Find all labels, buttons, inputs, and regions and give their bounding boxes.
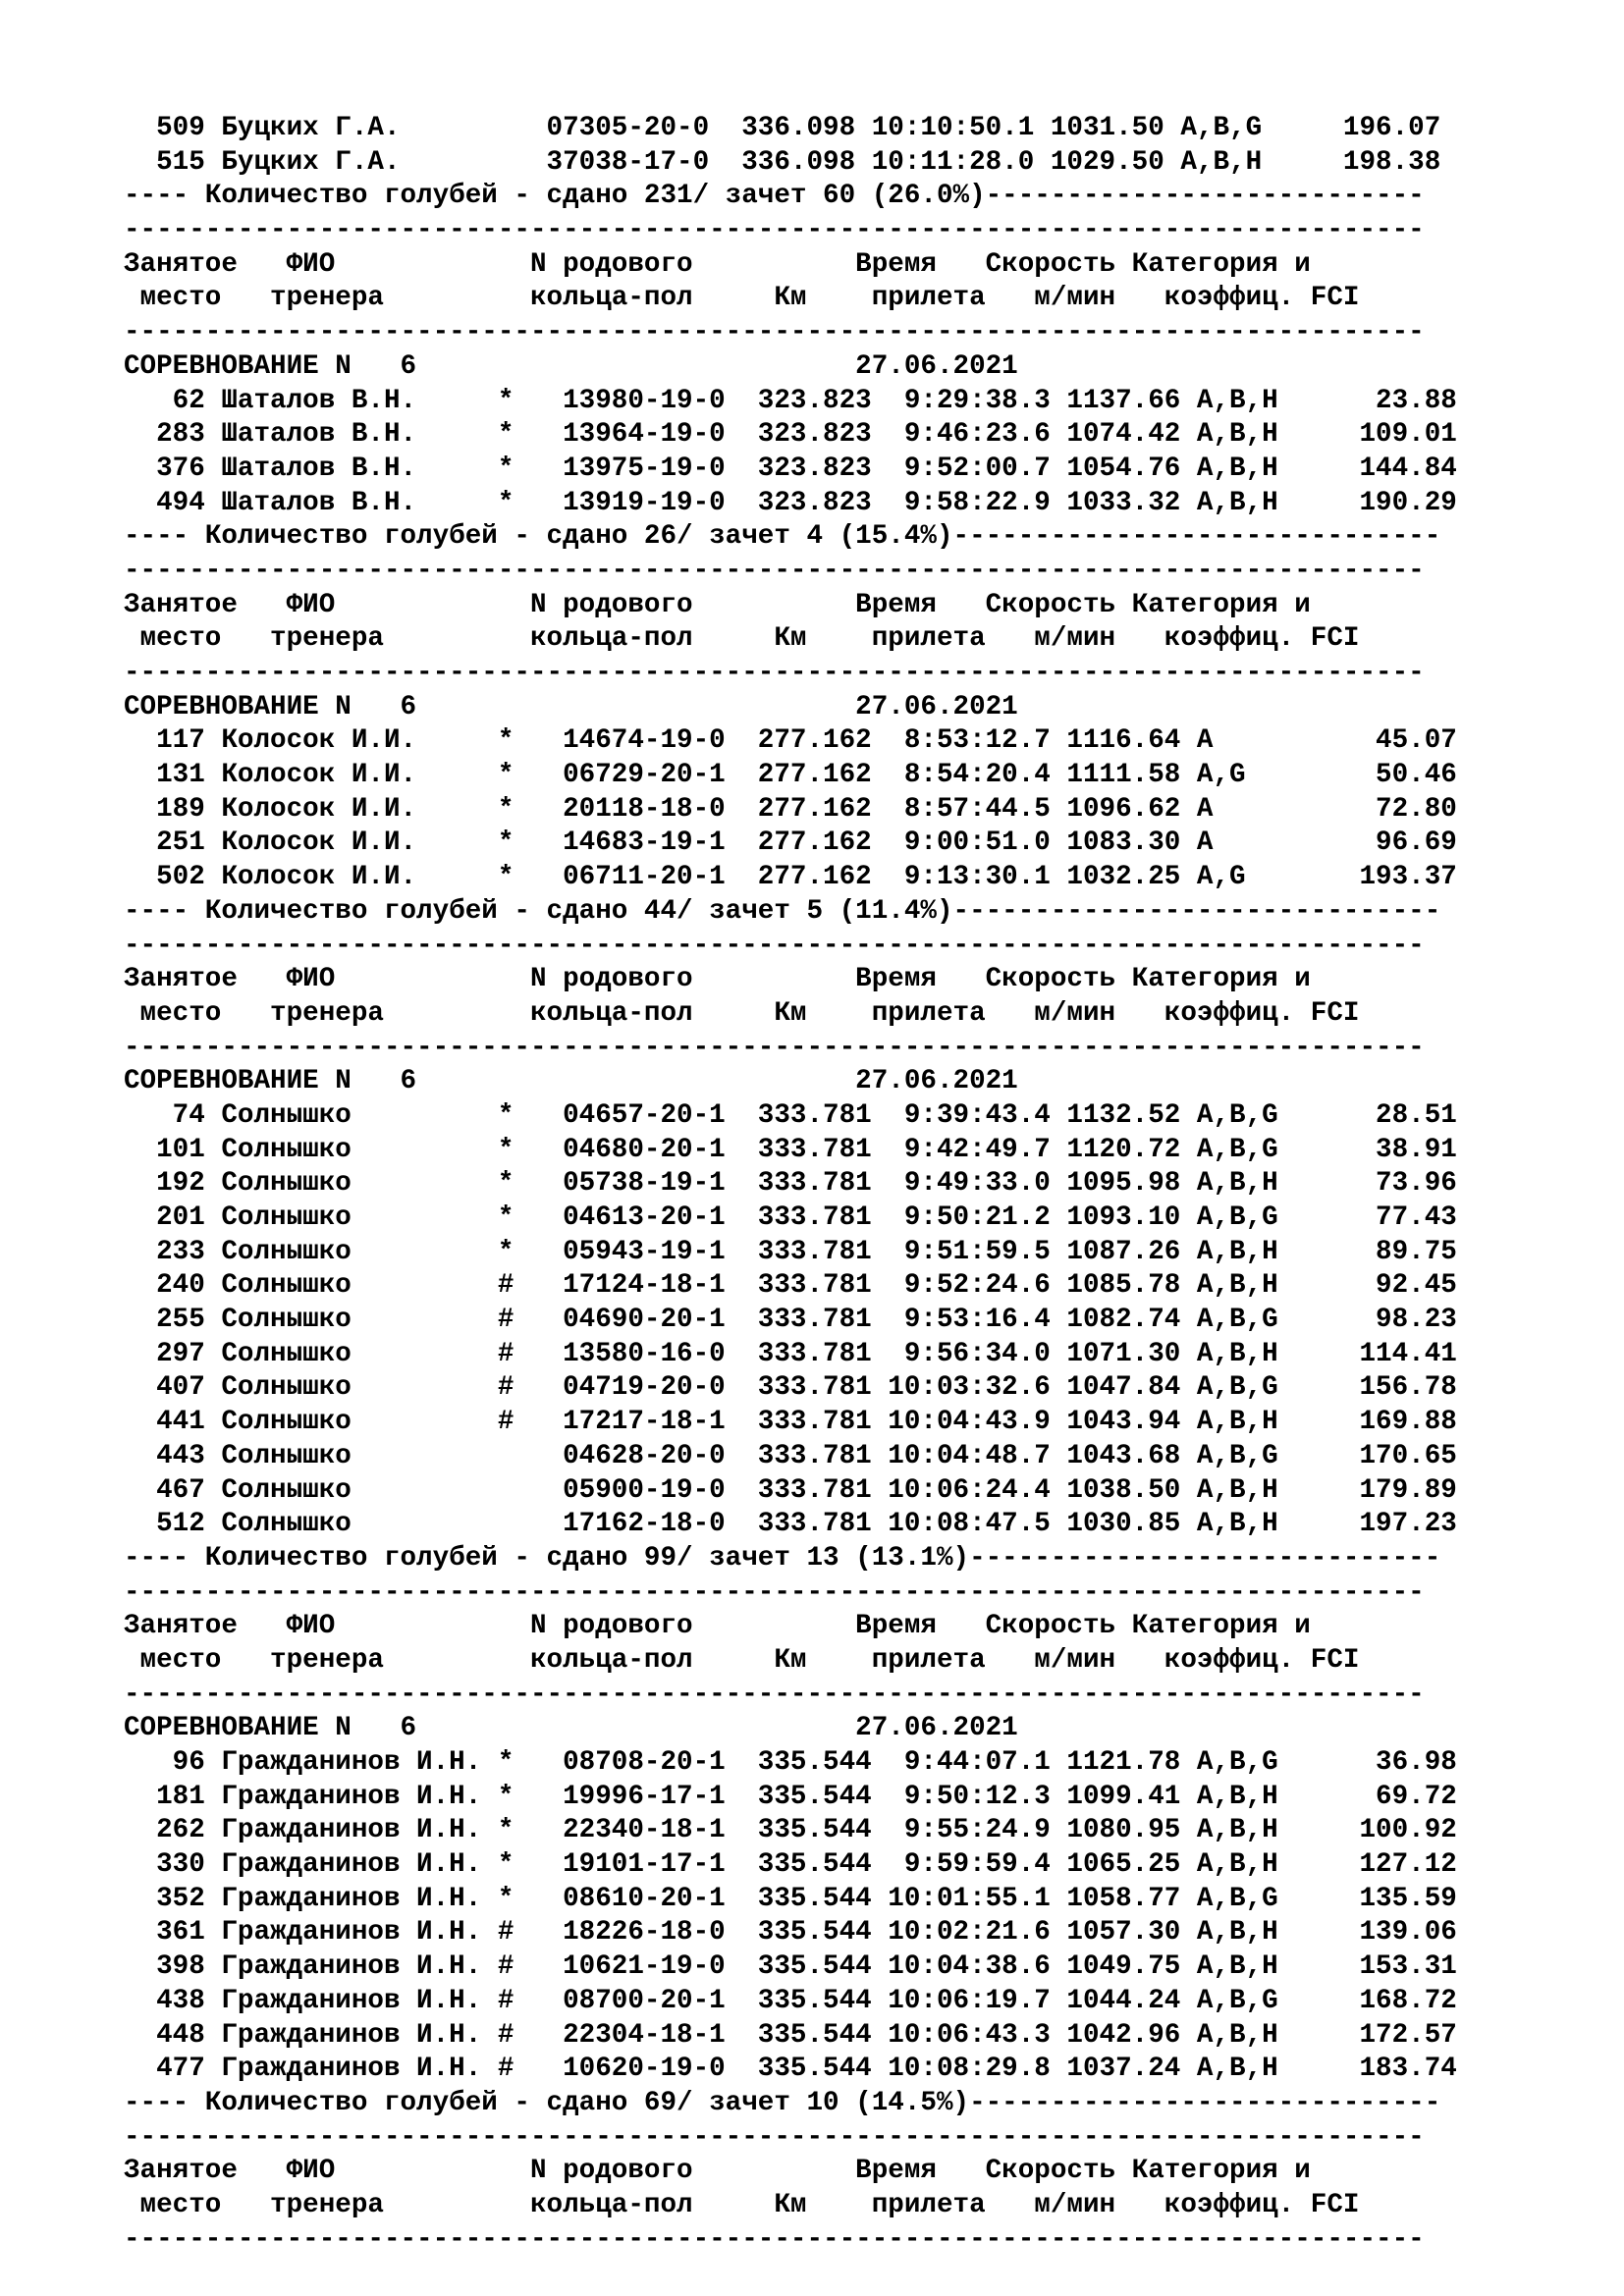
result-row: 494 Шаталов В.Н. * 13919-19-0 323.823 9:58:22.9 1033.32 A,B,H 190.29 — [124, 487, 1457, 518]
result-row: 441 Солнышко # 17217-18-1 333.781 10:04:43.9 1043.94 A,B,H 169.88 — [124, 1407, 1457, 1438]
column-header-line: место тренера кольца-пол Км прилета м/мин коэффиц. FCI — [124, 997, 1360, 1029]
result-row: 262 Гражданинов И.Н. * 22340-18-1 335.544 9:55:24.9 1080.95 A,B,H 100.92 — [124, 1815, 1457, 1846]
result-row: 512 Солнышко 17162-18-0 333.781 10:08:47.5 1030.85 A,B,H 197.23 — [124, 1509, 1457, 1540]
result-row: 192 Солнышко * 05738-19-1 333.781 9:49:33.0 1095.98 A,B,H 73.96 — [124, 1168, 1457, 1200]
summary-line: ---- Количество голубей - сдано 26/ зачет 4 (15.4%)------------------------------ — [124, 521, 1441, 553]
result-row: 74 Солнышко * 04657-20-1 333.781 9:39:43.4 1132.52 A,B,G 28.51 — [124, 1099, 1457, 1131]
column-header-line: Занятое ФИО N родового Время Скорость Категория и — [124, 1611, 1311, 1642]
summary-line: ---- Количество голубей - сдано 99/ зачет 13 (13.1%)----------------------------- — [124, 1542, 1441, 1574]
column-header-line: Занятое ФИО N родового Время Скорость Категория и — [124, 964, 1311, 995]
separator-line: -------------------------------------------------------------------------------- — [124, 555, 1425, 586]
result-row: 96 Гражданинов И.Н. * 08708-20-1 335.544 9:44:07.1 1121.78 A,B,G 36.98 — [124, 1747, 1457, 1778]
column-header-line: место тренера кольца-пол Км прилета м/мин коэффиц. FCI — [124, 623, 1360, 655]
result-row: 502 Колосок И.И. * 06711-20-1 277.162 9:13:30.1 1032.25 A,G 193.37 — [124, 862, 1457, 893]
result-row: 201 Солнышко * 04613-20-1 333.781 9:50:21.2 1093.10 A,B,G 77.43 — [124, 1202, 1457, 1233]
column-header-line: место тренера кольца-пол Км прилета м/мин коэффиц. FCI — [124, 2189, 1360, 2220]
result-row: 407 Солнышко # 04719-20-0 333.781 10:03:32.6 1047.84 A,B,G 156.78 — [124, 1372, 1457, 1404]
separator-line: -------------------------------------------------------------------------------- — [124, 1032, 1425, 1063]
column-header-line: Занятое ФИО N родового Время Скорость Категория и — [124, 248, 1311, 280]
result-row: 448 Гражданинов И.Н. # 22304-18-1 335.544 10:06:43.3 1042.96 A,B,H 172.57 — [124, 2019, 1457, 2051]
result-row: 477 Гражданинов И.Н. # 10620-19-0 335.544 10:08:29.8 1037.24 A,B,H 183.74 — [124, 2054, 1457, 2085]
result-row: 443 Солнышко 04628-20-0 333.781 10:04:48.7 1043.68 A,B,G 170.65 — [124, 1440, 1457, 1471]
separator-line: -------------------------------------------------------------------------------- — [124, 2223, 1425, 2255]
column-header-line: место тренера кольца-пол Км прилета м/мин коэффиц. FCI — [124, 1644, 1360, 1676]
competition-title-line: СОРЕВНОВАНИЕ N 6 27.06.2021 — [124, 1066, 1018, 1097]
competition-title-line: СОРЕВНОВАНИЕ N 6 27.06.2021 — [124, 691, 1018, 722]
separator-line: -------------------------------------------------------------------------------- — [124, 1679, 1425, 1710]
result-row: 509 Буцких Г.А. 07305-20-0 336.098 10:10:50.1 1031.50 A,B,G 196.07 — [124, 113, 1441, 143]
competition-title-line: СОРЕВНОВАНИЕ N 6 27.06.2021 — [124, 1713, 1018, 1744]
result-row: 251 Колосок И.И. * 14683-19-1 277.162 9:00:51.0 1083.30 A 96.69 — [124, 828, 1457, 859]
column-header-line: Занятое ФИО N родового Время Скорость Категория и — [124, 589, 1311, 620]
separator-line: -------------------------------------------------------------------------------- — [124, 1576, 1425, 1608]
separator-line: -------------------------------------------------------------------------------- — [124, 2121, 1425, 2153]
separator-line: -------------------------------------------------------------------------------- — [124, 658, 1425, 688]
result-row: 233 Солнышко * 05943-19-1 333.781 9:51:59.5 1087.26 A,B,H 89.75 — [124, 1236, 1457, 1267]
result-row: 283 Шаталов В.Н. * 13964-19-0 323.823 9:46:23.6 1074.42 A,B,H 109.01 — [124, 419, 1457, 451]
result-row: 255 Солнышко # 04690-20-1 333.781 9:53:16.4 1082.74 A,B,G 98.23 — [124, 1305, 1457, 1336]
result-row: 62 Шаталов В.Н. * 13980-19-0 323.823 9:29:38.3 1137.66 A,B,H 23.88 — [124, 385, 1457, 416]
result-row: 467 Солнышко 05900-19-0 333.781 10:06:24.4 1038.50 A,B,H 179.89 — [124, 1474, 1457, 1506]
result-row: 297 Солнышко # 13580-16-0 333.781 9:56:34.0 1071.30 A,B,H 114.41 — [124, 1338, 1457, 1369]
result-row: 131 Колосок И.И. * 06729-20-1 277.162 8:54:20.4 1111.58 A,G 50.46 — [124, 760, 1457, 791]
result-row: 330 Гражданинов И.Н. * 19101-17-1 335.544 9:59:59.4 1065.25 A,B,H 127.12 — [124, 1849, 1457, 1881]
result-row: 117 Колосок И.И. * 14674-19-0 277.162 8:53:12.7 1116.64 A 45.07 — [124, 725, 1457, 757]
summary-line: ---- Количество голубей - сдано 44/ зачет 5 (11.4%)------------------------------ — [124, 895, 1441, 927]
column-header-line: Занятое ФИО N родового Время Скорость Категория и — [124, 2156, 1311, 2187]
result-row: 438 Гражданинов И.Н. # 08700-20-1 335.544 10:06:19.7 1044.24 A,B,G 168.72 — [124, 1985, 1457, 2016]
separator-line: -------------------------------------------------------------------------------- — [124, 930, 1425, 961]
result-row: 189 Колосок И.И. * 20118-18-0 277.162 8:57:44.5 1096.62 A 72.80 — [124, 793, 1457, 825]
separator-line: -------------------------------------------------------------------------------- — [124, 215, 1425, 246]
result-row: 398 Гражданинов И.Н. # 10621-19-0 335.544 10:04:38.6 1049.75 A,B,H 153.31 — [124, 1951, 1457, 1983]
result-row: 361 Гражданинов И.Н. # 18226-18-0 335.544 10:02:21.6 1057.30 A,B,H 139.06 — [124, 1917, 1457, 1949]
results-document — [124, 112, 1597, 2257]
result-row: 101 Солнышко * 04680-20-1 333.781 9:42:49.7 1120.72 A,B,G 38.91 — [124, 1134, 1457, 1165]
result-row: 181 Гражданинов И.Н. * 19996-17-1 335.544 9:50:12.3 1099.41 A,B,H 69.72 — [124, 1781, 1457, 1812]
result-row: 352 Гражданинов И.Н. * 08610-20-1 335.544 10:01:55.1 1058.77 A,B,G 135.59 — [124, 1883, 1457, 1914]
competition-title-line: СОРЕВНОВАНИЕ N 6 27.06.2021 — [124, 350, 1018, 382]
result-row: 515 Буцких Г.А. 37038-17-0 336.098 10:11:28.0 1029.50 A,B,H 198.38 — [124, 146, 1441, 178]
summary-line: ---- Количество голубей - сдано 231/ зачет 60 (26.0%)--------------------------- — [124, 181, 1425, 212]
summary-line: ---- Количество голубей - сдано 69/ зачет 10 (14.5%)----------------------------- — [124, 2087, 1441, 2118]
column-header-line: место тренера кольца-пол Км прилета м/мин коэффиц. FCI — [124, 283, 1360, 314]
separator-line: -------------------------------------------------------------------------------- — [124, 317, 1425, 348]
result-row: 376 Шаталов В.Н. * 13975-19-0 323.823 9:52:00.7 1054.76 A,B,H 144.84 — [124, 453, 1457, 484]
result-row: 240 Солнышко # 17124-18-1 333.781 9:52:24.6 1085.78 A,B,H 92.45 — [124, 1270, 1457, 1302]
